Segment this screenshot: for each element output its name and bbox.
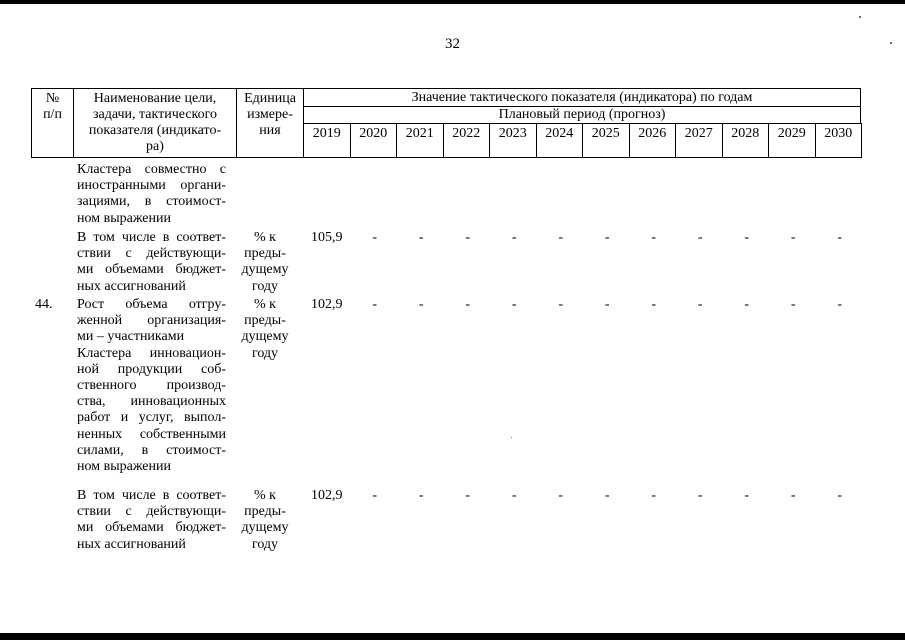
header-num-cell <box>31 88 74 158</box>
value-dash: - <box>651 297 657 312</box>
value-dash: - <box>651 488 657 503</box>
value-dash: - <box>372 230 378 245</box>
unit-line: дущему <box>241 329 289 345</box>
indicator-name-line: В том числе в соответ- <box>77 230 226 245</box>
value-dash: - <box>558 488 564 503</box>
year-header-cell: 2025 <box>582 123 630 158</box>
value-dash: - <box>697 230 703 245</box>
value-dash: - <box>372 297 378 312</box>
unit-line: году <box>251 536 279 552</box>
header-name-line: задачи, тактического <box>92 107 218 122</box>
indicator-name-line: ства, инновационных <box>77 394 226 410</box>
value-dash: - <box>418 297 424 312</box>
year-header-cell: 2021 <box>396 123 444 158</box>
scan-speck <box>859 16 861 18</box>
value-dash: - <box>837 297 843 312</box>
header-num-line: № <box>45 91 60 106</box>
indicator-name-line: ми объемами бюджет- <box>77 262 226 278</box>
value-dash: - <box>465 297 471 312</box>
unit-line: году <box>251 278 279 294</box>
unit-line: % к <box>254 297 276 312</box>
bottom-border <box>0 633 905 640</box>
value-dash: - <box>837 488 843 503</box>
year-header-cell: 2028 <box>722 123 770 158</box>
year-header-cell: 2024 <box>536 123 584 158</box>
header-planned-period: Плановый период (прогноз) <box>303 106 861 124</box>
indicator-name-line: Кластера совместно с <box>77 162 226 177</box>
header-name-line: ра) <box>146 139 164 154</box>
year-header-cell: 2026 <box>629 123 677 158</box>
header-unit-line: ния <box>259 123 281 138</box>
unit-line: дущему <box>241 520 289 536</box>
value-dash: - <box>511 230 517 245</box>
unit-line: преды- <box>244 313 286 329</box>
value-dash: - <box>465 488 471 503</box>
year-header-cell: 2027 <box>675 123 723 158</box>
indicator-name-line: Рост объема отгру- <box>77 297 226 312</box>
indicator-name-line: силами, в стоимост- <box>77 442 226 458</box>
value-dash: - <box>558 230 564 245</box>
indicator-name-line: В том числе в соответ- <box>77 488 226 503</box>
value-dash: - <box>790 230 796 245</box>
indicator-name-line: ном выражении <box>77 210 171 226</box>
value-dash: - <box>697 297 703 312</box>
row-number: 44. <box>35 297 53 312</box>
header-unit-line: измере- <box>247 107 293 122</box>
indicator-name-line: женной организация- <box>77 313 226 329</box>
indicator-name-line: ственного производ- <box>77 378 226 393</box>
year-header-cell: 2020 <box>350 123 398 158</box>
year-header-cell: 2023 <box>489 123 537 158</box>
indicator-name-line: ной продукции соб- <box>77 361 226 377</box>
value-dash: - <box>604 230 610 245</box>
header-num-line: п/п <box>43 107 62 122</box>
value-dash: - <box>511 488 517 503</box>
year-header-cell: 2029 <box>768 123 816 158</box>
indicator-name-line: ных ассигнований <box>77 278 186 294</box>
value-dash: - <box>697 488 703 503</box>
value-dash: - <box>790 297 796 312</box>
top-border <box>0 0 905 4</box>
indicator-name-line: зациями, в стоимост- <box>77 194 226 210</box>
header-name-line: показателя (индикато- <box>88 123 222 138</box>
scan-speck <box>890 42 892 44</box>
year-header-cell: 2030 <box>815 123 863 158</box>
value-dash: - <box>744 488 750 503</box>
page-number: 32 <box>445 36 460 52</box>
value-dash: - <box>511 297 517 312</box>
value-dash: - <box>418 230 424 245</box>
indicator-name-line: ном выражении <box>77 459 171 474</box>
header-name-line: Наименование цели, <box>93 91 217 106</box>
header-value-title: Значение тактического показателя (индикатора) по годам <box>303 88 861 107</box>
value-dash: - <box>604 488 610 503</box>
year-header-cell: 2022 <box>443 123 491 158</box>
value-dash: - <box>837 230 843 245</box>
unit-line: % к <box>254 488 276 503</box>
value-dash: - <box>465 230 471 245</box>
value-dash: - <box>744 297 750 312</box>
value-dash: - <box>790 488 796 503</box>
indicator-name-line: ми объемами бюджет- <box>77 520 226 536</box>
indicator-name-line: ствии с действующи- <box>77 504 226 520</box>
value-dash: - <box>744 230 750 245</box>
value-dash: - <box>604 297 610 312</box>
indicator-name-line: ненных собственными <box>77 426 226 442</box>
indicator-name-line: работ и услуг, выпол- <box>77 410 226 426</box>
indicator-name-line: ствии с действующи- <box>77 246 226 262</box>
unit-line: преды- <box>244 246 286 262</box>
header-unit-line: Единица <box>244 91 296 106</box>
value-dash: - <box>372 488 378 503</box>
unit-line: дущему <box>241 262 289 278</box>
indicator-name-line: иностранными органи- <box>77 178 226 194</box>
unit-line: преды- <box>244 504 286 520</box>
unit-line: году <box>251 345 279 361</box>
header-unit-cell <box>236 88 304 158</box>
header-name-cell <box>73 88 237 158</box>
value-dash: - <box>418 488 424 503</box>
value-dash: - <box>651 230 657 245</box>
scan-speck <box>511 437 512 438</box>
value-2019: 102,9 <box>311 488 343 503</box>
value-2019: 102,9 <box>311 297 343 312</box>
value-2019: 105,9 <box>311 230 343 245</box>
year-header-cell: 2019 <box>303 123 351 158</box>
indicator-name-line: Кластера инновацион- <box>77 345 226 361</box>
indicator-name-line: ми – участниками <box>77 329 185 345</box>
value-dash: - <box>558 297 564 312</box>
indicator-name-line: ных ассигнований <box>77 536 186 552</box>
unit-line: % к <box>254 230 276 245</box>
